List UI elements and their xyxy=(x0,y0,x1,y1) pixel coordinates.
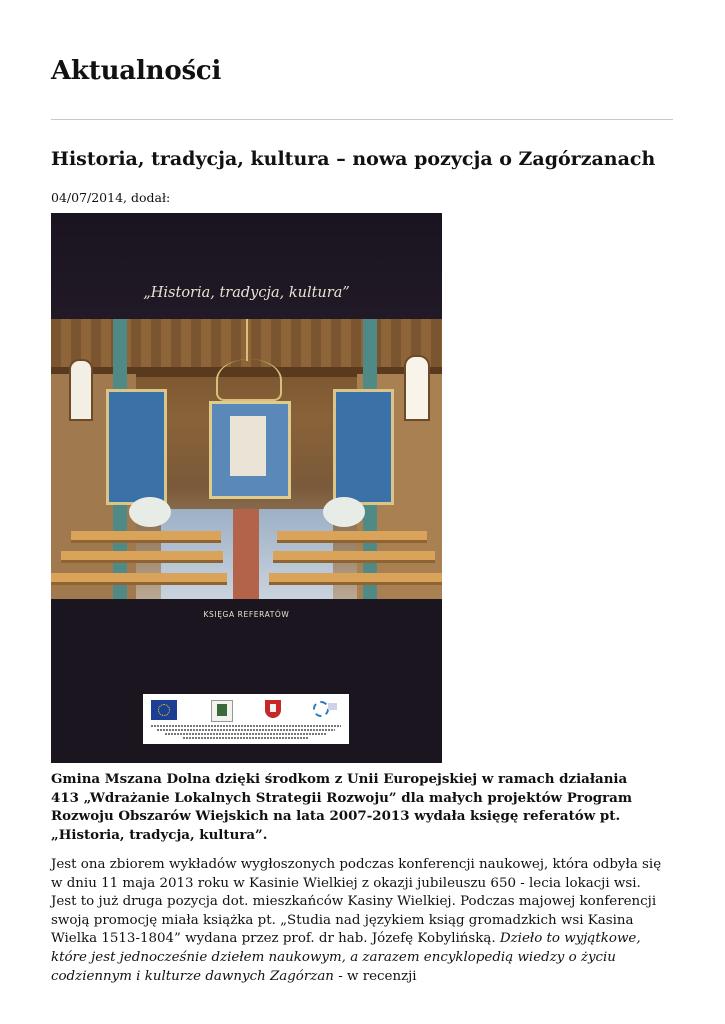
left-flowers xyxy=(129,497,171,527)
bench xyxy=(71,531,221,543)
right-side-altar xyxy=(333,389,394,505)
cover-top-band xyxy=(51,213,442,319)
bench xyxy=(61,551,223,563)
body-quote: Dzieło to wyjątkowe, które jest jednocześnie dziełem naukowym, a zarazem encyklopedią wiedzy o życiu codziennym i kulturze dawnych Zagórzan xyxy=(51,931,641,984)
main-altar xyxy=(209,401,291,499)
article-lead: Gmina Mszana Dolna dzięki środkom z Unii Europejskiej w ramach działania 413 „Wdrażanie Lokalnych Strategii Rozwoju” dla małych projektów Program Rozwoju Obszarów Wiejskich na lata 2007-2013 wydała księgę referatów pt. „Historia, tradycja, kultura”. xyxy=(51,771,633,843)
church-interior-photo xyxy=(51,319,442,599)
chandelier-chain xyxy=(246,319,248,361)
body-text-part: Jest ona zbiorem wykładów wygłoszonych podczas konferencji naukowej, która odbyła się w dniu 11 maja 2013 roku w Kasinie Wielkiej z okazji jubileuszu 650 - lecia lokacji wsi. Jest to już druga pozycja dot. mieszkańców Kasiny Wielkiej. Podczas majowej konferencji swoją promocję miała książka pt. „Studia nad językiem ksiąg gromadzkich wsi Kasina Wielka 1513-1804” wydana przez prof. dr hab. Józefę Kobylińską. xyxy=(51,857,662,947)
leader-logo-icon xyxy=(211,700,233,722)
fine-print xyxy=(183,737,309,739)
bench xyxy=(269,573,442,585)
altar-painting xyxy=(230,416,266,476)
coat-of-arms-icon xyxy=(265,700,281,718)
funding-logos-box xyxy=(143,694,349,744)
eu-flag-icon xyxy=(151,700,177,720)
chandelier-icon xyxy=(216,359,282,401)
cover-subtitle: KSIĘGA REFERATÓW xyxy=(203,610,290,619)
fine-print xyxy=(157,729,335,731)
bench xyxy=(273,551,435,563)
fine-print xyxy=(151,725,341,727)
right-window xyxy=(404,355,430,421)
article-meta: 04/07/2014, dodał: xyxy=(51,190,171,205)
right-flowers xyxy=(323,497,365,527)
body-text-part: - w recenzji xyxy=(333,968,417,984)
bench xyxy=(277,531,427,543)
bench xyxy=(51,573,227,585)
cover-title: „Historia, tradycja, kultura” xyxy=(143,285,350,301)
left-window xyxy=(69,359,93,421)
heading-divider xyxy=(51,119,673,120)
page-heading: Aktualności xyxy=(51,56,222,86)
book-cover-image xyxy=(51,213,442,763)
article-body xyxy=(51,856,669,986)
fine-print xyxy=(165,733,327,735)
left-side-altar xyxy=(106,389,167,505)
article-title[interactable]: Historia, tradycja, kultura – nowa pozycja o Zagórzanach xyxy=(51,148,656,170)
aisle-carpet xyxy=(233,509,259,599)
prow-logo-icon xyxy=(313,700,337,716)
